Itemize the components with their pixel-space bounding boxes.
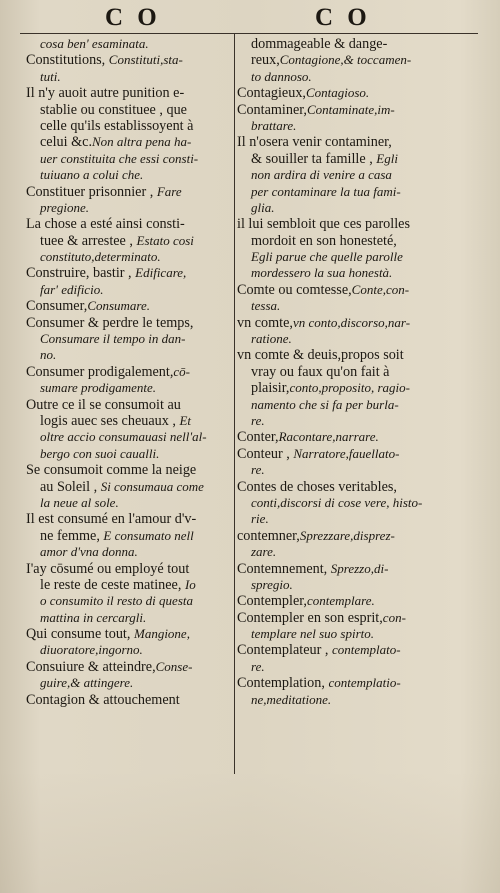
italian-text: Conte,con- (351, 281, 410, 297)
entry-line (26, 626, 232, 642)
french-text: Contagion & attouchement (26, 691, 180, 708)
italian-text: uer constituita che essi consti- (40, 150, 199, 166)
entry-line (26, 151, 232, 167)
italian-text: tessa. (251, 298, 281, 314)
entry-line (26, 577, 232, 593)
entry-line (26, 429, 232, 445)
entry-line (237, 511, 465, 527)
italian-text: spregio. (251, 576, 293, 592)
entry-line (26, 200, 232, 216)
french-text: logis auec ses cheuaux , (40, 412, 180, 429)
entry-line (237, 69, 465, 85)
entry-line (237, 544, 465, 560)
italian-text: contemplato- (331, 642, 401, 658)
entry-line (237, 364, 465, 380)
column-divider (234, 34, 235, 774)
french-text: celle qu'ils establissoyent à (40, 117, 194, 134)
right-column (237, 36, 465, 708)
italian-text: Narratore,fauellato- (293, 445, 400, 461)
french-text: plaisir, (251, 380, 290, 397)
italian-text: sumare prodigamente. (40, 380, 157, 396)
italian-text: pregione. (40, 199, 89, 215)
entry-line (26, 216, 232, 232)
header-rule (20, 33, 478, 34)
italian-text: non ardira di venire a casa (251, 167, 392, 183)
italian-text: conto,proposito, ragio- (289, 380, 410, 396)
french-text: Outre ce il se consumoit au (26, 396, 181, 413)
entry-line (26, 544, 232, 560)
italian-text: Consumare. (87, 298, 151, 314)
italian-text: Edificare, (135, 265, 187, 281)
entry-line (237, 446, 465, 462)
italian-text: cosa ben' esaminata. (40, 36, 149, 51)
italian-text: contemplare. (306, 593, 375, 609)
italian-text: Contagione,& toccamen- (279, 52, 412, 68)
entry-line (237, 429, 465, 445)
italian-text: brattare. (251, 117, 297, 133)
entry-line (26, 167, 232, 183)
entry-line (26, 347, 232, 363)
entry-line (26, 659, 232, 675)
french-text: Il n'osera venir contaminer, (237, 134, 392, 151)
french-text: Contes de choses veritables, (237, 478, 397, 495)
entry-line (237, 380, 465, 396)
french-text: Consumer & perdre le temps, (26, 314, 194, 331)
entry-line (26, 102, 232, 118)
french-text: contemner, (237, 527, 300, 544)
entry-line (26, 69, 232, 85)
entry-line (237, 36, 465, 52)
french-text: Consumer prodigalement, (26, 363, 174, 380)
french-text: Comte ou comtesse, (237, 281, 352, 298)
entry-line (237, 52, 465, 68)
entry-line (237, 413, 465, 429)
entry-line (237, 151, 465, 167)
entry-line (237, 577, 465, 593)
french-text: Contemplateur , (237, 642, 332, 659)
entry-line (237, 626, 465, 642)
french-text: Contemplation, (237, 675, 329, 692)
entry-line (237, 233, 465, 249)
running-head-left: C O (105, 4, 161, 31)
french-text: celui &c. (40, 134, 92, 151)
entry-line (26, 233, 232, 249)
italian-text: Fare (156, 183, 182, 199)
italian-text: re. (251, 658, 265, 674)
french-text: vn comte & deuis,propos soit (237, 347, 404, 364)
italian-text: zare. (251, 544, 277, 560)
french-text: I'ay cōsumé ou employé tout (26, 560, 190, 577)
entry-line (26, 331, 232, 347)
french-text: le reste de ceste matinee, (40, 576, 185, 593)
entry-line (26, 462, 232, 478)
italian-text: mordessero la sua honestà. (251, 265, 393, 281)
entry-line (237, 102, 465, 118)
italian-text: E consumato nell (103, 527, 194, 543)
entry-line (237, 200, 465, 216)
french-text: Se consumoit comme la neige (26, 462, 197, 479)
entry-line (26, 364, 232, 380)
italian-text: Egli parue che quelle parolle (251, 249, 403, 265)
italian-text: re. (251, 462, 265, 478)
italian-text: ne,meditatione. (251, 691, 332, 707)
french-text: il lui sembloit que ces parolles (237, 216, 410, 233)
italian-text: rie. (251, 511, 269, 527)
french-text: La chose a esté ainsi consti- (26, 216, 185, 233)
italian-text: namento che si fa per burla- (251, 396, 399, 412)
entry-line (26, 413, 232, 429)
french-text: mordoit en son honesteté, (251, 232, 397, 249)
entry-line (237, 479, 465, 495)
entry-line (26, 85, 232, 101)
italian-text: Consumare il tempo in dan- (40, 331, 186, 347)
french-text: Construire, bastir , (26, 265, 136, 282)
entry-line (26, 511, 232, 527)
french-text: Constituer prisonnier , (26, 183, 157, 200)
italian-text: tuiuano a colui che. (40, 167, 144, 183)
entry-line (237, 692, 465, 708)
italian-text: glia. (251, 199, 275, 215)
italian-text: Estato cosi (136, 232, 194, 248)
entry-line (237, 167, 465, 183)
entry-line (237, 675, 465, 691)
running-head-right: C O (315, 4, 371, 31)
french-text: Conter, (237, 429, 279, 446)
italian-text: la neue al sole. (40, 494, 119, 510)
italian-text: bergo con suoi caualli. (40, 445, 160, 461)
entry-line (26, 610, 232, 626)
french-text: Contagieux, (237, 85, 306, 102)
italian-text: amor d'vna donna. (40, 544, 138, 560)
entry-line (237, 265, 465, 281)
italian-text: constituto,determinato. (40, 249, 161, 265)
italian-text: conti,discorsi di cose vere, histo- (251, 494, 423, 510)
italian-text: re. (251, 412, 265, 428)
entry-line (237, 528, 465, 544)
left-column (26, 36, 232, 708)
french-text: tuee & arrestee , (40, 232, 137, 249)
entry-line (26, 397, 232, 413)
entry-line (26, 675, 232, 691)
entry-line (26, 118, 232, 134)
entry-line (237, 642, 465, 658)
entry-line (26, 52, 232, 68)
italian-text: o consumito il resto di questa (40, 593, 193, 609)
italian-text: Et (179, 412, 192, 428)
italian-text: Non altra pena ha- (92, 134, 192, 150)
entry-line (237, 184, 465, 200)
entry-line (237, 298, 465, 314)
italian-text: Si consumaua come (100, 478, 204, 494)
entry-line (26, 282, 232, 298)
entry-line (26, 265, 232, 281)
italian-text: Io (184, 576, 196, 592)
italian-text: diuoratore,ingorno. (40, 642, 143, 658)
italian-text: Constituti,sta- (108, 52, 183, 68)
italian-text: per contaminare la tua fami- (251, 183, 401, 199)
italian-text: con- (382, 609, 406, 625)
entry-line (26, 479, 232, 495)
entry-line (237, 216, 465, 232)
entry-line (237, 561, 465, 577)
entry-line (237, 610, 465, 626)
italian-text: Sprezzare,disprez- (299, 527, 395, 543)
entry-line (26, 692, 232, 708)
italian-text: ratione. (251, 331, 292, 347)
entry-line (237, 282, 465, 298)
entry-line (26, 134, 232, 150)
french-text: reux, (251, 52, 280, 69)
entry-line (237, 495, 465, 511)
entry-line (237, 249, 465, 265)
french-text: dommageable & dange- (251, 36, 388, 52)
entry-line (237, 118, 465, 134)
italian-text: far' edificio. (40, 281, 104, 297)
entry-line (237, 134, 465, 150)
italian-text: Sprezzo,di- (330, 560, 389, 576)
french-text: au Soleil , (40, 478, 101, 495)
entry-line (26, 184, 232, 200)
french-text: Il est consumé en l'amour d'v- (26, 511, 197, 528)
french-text: Contempler en son esprit, (237, 609, 383, 626)
entry-line (26, 642, 232, 658)
entry-line (237, 462, 465, 478)
italian-text: vn conto,discorso,nar- (292, 314, 411, 330)
entry-line (26, 495, 232, 511)
italian-text: tuti. (40, 68, 61, 84)
french-text: Il n'y auoit autre punition e- (26, 85, 185, 102)
entry-line (26, 446, 232, 462)
french-text: Conteur , (237, 445, 294, 462)
french-text: Consuiure & atteindre, (26, 658, 156, 675)
french-text: Contemnement, (237, 560, 331, 577)
entry-line (26, 380, 232, 396)
entry-line (26, 298, 232, 314)
french-text: Consumer, (26, 298, 88, 315)
entry-line (237, 397, 465, 413)
french-text: ne femme, (40, 527, 104, 544)
entry-line (237, 659, 465, 675)
italian-text: Racontare,narrare. (278, 429, 379, 445)
entry-line (26, 249, 232, 265)
italian-text: Egli (376, 150, 398, 166)
italian-text: no. (40, 347, 57, 363)
italian-text: guire,& attingere. (40, 675, 134, 691)
italian-text: cō- (173, 363, 190, 379)
entry-line (26, 36, 232, 52)
running-header (0, 4, 500, 32)
french-text: Qui consume tout, (26, 626, 134, 643)
french-text: Constitutions, (26, 52, 109, 69)
entry-line (26, 528, 232, 544)
entry-line (237, 315, 465, 331)
italian-text: Contagioso. (305, 85, 370, 101)
italian-text: contemplatio- (328, 675, 401, 691)
italian-text: Mangione, (133, 626, 190, 642)
french-text: & souiller ta famille , (251, 150, 377, 167)
italian-text: to dannoso. (251, 68, 312, 84)
italian-text: Contaminate,im- (306, 101, 395, 117)
italian-text: mattina in cercargli. (40, 609, 147, 625)
italian-text: Conse- (155, 658, 193, 674)
italian-text: templare nel suo spirto. (251, 626, 375, 642)
french-text: vray ou faux qu'on fait à (251, 363, 390, 380)
entry-line (237, 331, 465, 347)
page-margin-bottom (0, 770, 500, 893)
entry-line (237, 85, 465, 101)
italian-text: oltre accio consumauasi nell'al- (40, 429, 207, 445)
entry-line (26, 561, 232, 577)
french-text: Contaminer, (237, 101, 307, 118)
entry-line (237, 593, 465, 609)
french-text: vn comte, (237, 314, 293, 331)
french-text: stablie ou constituee , que (40, 101, 187, 118)
entry-line (26, 315, 232, 331)
entry-line (26, 593, 232, 609)
entry-line (237, 347, 465, 363)
french-text: Contempler, (237, 593, 307, 610)
